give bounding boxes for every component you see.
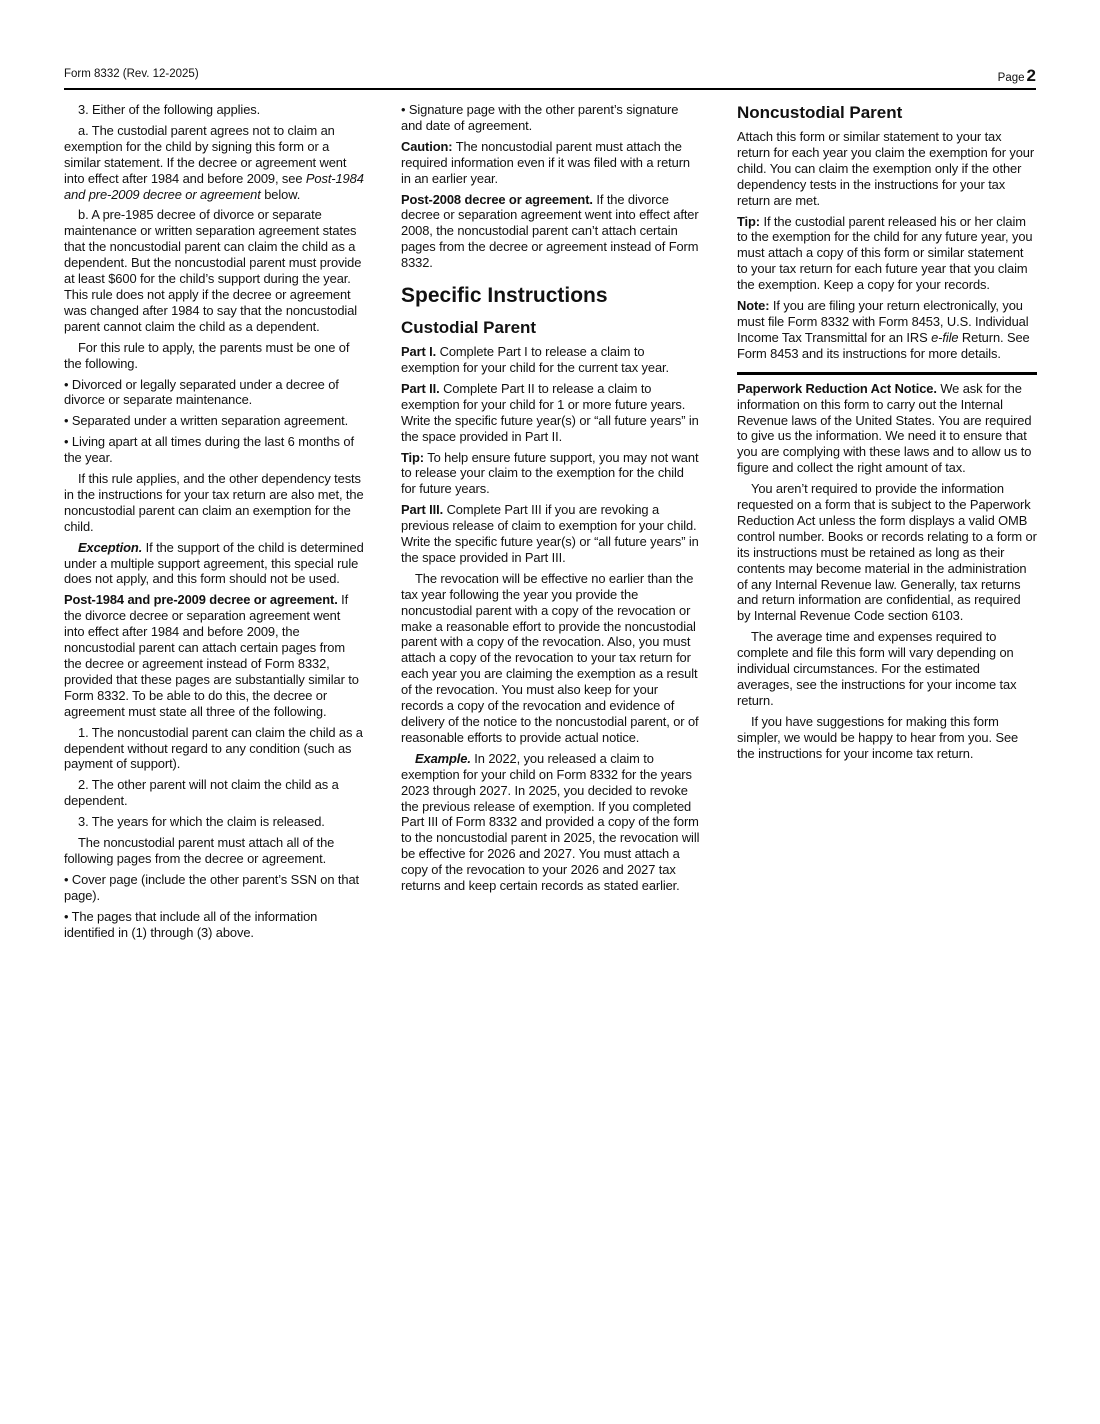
run-in-heading: Example. <box>415 750 471 766</box>
paragraph: Paperwork Reduction Act Notice. We ask for the information on this form to carry out the Internal Revenue laws of the United States. You are required to give us the information. We need it to ensure that you are complying with these laws and to allow us to figure and collect the right amount of tax. <box>737 380 1032 476</box>
run-in-heading: Exception. <box>78 539 143 555</box>
paragraph: Attach this form or similar statement to your tax return for each year you claim the exemption for your child. You can claim the exemption only if the other dependency tests in the instructions for your tax return are met. <box>737 129 1035 208</box>
run-in-heading: Caution: <box>401 138 453 154</box>
bullet-item: • The pages that include all of the information identified in (1) through (3) above. <box>64 908 318 940</box>
subsection-title: Custodial Parent <box>401 318 537 338</box>
column-left <box>64 102 364 946</box>
numbered-item: 3. The years for which the claim is released. <box>78 814 325 830</box>
run-in-heading: Tip: <box>737 213 760 229</box>
numbered-item: 1. The noncustodial parent can claim the child as a dependent without regard to any condition (such as payment of support). <box>64 724 363 772</box>
paragraph: The average time and expenses required to complete and file this form will vary depending on individual circumstances. For the estimated averages, see the instructions for your income tax return. <box>737 629 1017 708</box>
bullet-item: • Separated under a written separation agreement. <box>64 413 349 429</box>
paragraph: Post-2008 decree or agreement. If the divorce decree or separation agreement went into effect after 2008, the noncustodial parent can’t attach certain pages from the decree or agreement instead of Form 8332. <box>401 191 699 271</box>
numbered-item: 2. The other parent will not claim the child as a dependent. <box>64 777 339 809</box>
paragraph: You aren’t required to provide the information requested on a form that is subject to the Paperwork Reduction Act unless the form displays a valid OMB control number. Books or records relating to a form or its instructions must be retained as long as their contents may become material in the administration of any Internal Revenue law. Generally, tax returns and return information are confidential, as required by Internal Revenue Code section 6103. <box>737 481 1037 624</box>
paragraph: 3. Either of the following applies. <box>78 102 261 117</box>
column-right <box>737 102 1037 767</box>
run-in-heading: Note: <box>737 298 770 314</box>
paragraph: Exception. If the support of the child is determined under a multiple support agreement, this special rule does not apply, and this form should not be used. <box>64 539 364 587</box>
run-in-heading: Post-2008 decree or agreement. <box>401 191 593 207</box>
section-title: Specific Instructions <box>401 284 608 308</box>
paragraph: b. A pre-1985 decree of divorce or separate maintenance or written separation agreement states that the noncustodial parent can claim the child as a dependent. But the noncustodial parent must provide at least $600 for the child’s support during the year. This rule does not apply if the decree or agreement was changed after 1984 to say that the noncustodial parent cannot claim the child as a dependent. <box>64 207 362 334</box>
bullet-item: • Signature page with the other parent’s signature and date of agreement. <box>401 102 679 133</box>
paragraph: The revocation will be effective no earlier than the tax year following the year you provide the noncustodial parent with a copy of the revocation or make a reasonable effort to provide the noncustodial parent with a copy of the revocation. Also, you must attach a copy of the revocation to your tax return for each year you are claiming the exemption as a result of the revocation. You must also keep for your records a copy of the revocation and evidence of delivery of the notice to the noncustodial parent, or of reasonable efforts to provide actual notice. <box>401 570 699 745</box>
paragraph: Part III. Complete Part III if you are revoking a previous release of claim to exemption for your child. Write the specific future year(s) or “all future years” in the space provided in Part III. <box>401 502 699 565</box>
form-identifier: Form 8332 (Rev. 12-2025) <box>64 68 199 80</box>
bullet-item: • Cover page (include the other parent’s SSN on that page). <box>64 871 360 903</box>
page-indicator <box>998 66 1036 86</box>
run-in-heading: Post-1984 and pre-2009 decree or agreement. <box>64 592 338 608</box>
page-label: Page <box>997 72 1025 84</box>
bullet-item: • Divorced or legally separated under a decree of divorce or separate maintenance. <box>64 376 339 408</box>
column-middle <box>401 102 701 899</box>
section-divider <box>737 372 1037 375</box>
paragraph: Post-1984 and pre-2009 decree or agreement. If the divorce decree or separation agreement went into effect after 1984 and before 2009, the noncustodial parent can attach certain pages from the decree or agreement instead of Form 8332, provided that these pages are substantially similar to Form 8332. To be able to do this, the decree or agreement must state all three of the following. <box>64 592 359 719</box>
paragraph: Tip: To help ensure future support, you may not want to release your claim to the exemption for the child for future years. <box>401 449 699 497</box>
paragraph: If this rule applies, and the other dependency tests in the instructions for your tax return are also met, the noncustodial parent can claim an exemption for the child. <box>64 471 364 534</box>
page-number: 2 <box>1026 66 1036 85</box>
paragraph: Part II. Complete Part II to release a claim to exemption for your child for 1 or more future years. Write the specific future year(s) or “all future years” in the space provided in Part II. <box>401 380 699 444</box>
paragraph: Part I. Complete Part I to release a claim to exemption for your child for the current tax year. <box>401 344 669 375</box>
paragraph: Tip: If the custodial parent released his or her claim to the exemption for the child for any future year, you must attach a copy of this form or similar statement to your tax return for each future year that you claim the exemption. Keep a copy for your records. <box>737 213 1033 293</box>
subsection-title: Noncustodial Parent <box>737 103 903 122</box>
paragraph: Caution: The noncustodial parent must attach the required information even if it was filed with a return in an earlier year. <box>401 138 690 186</box>
paragraph: a. The custodial parent agrees not to claim an exemption for the child by signing this form or a similar statement. If the decree or agreement went into effect after 1984 and before 2009, see Post-1984 and pre-2009 decree or agreement below. <box>64 122 364 202</box>
bullet-item: • Living apart at all times during the last 6 months of the year. <box>64 434 354 466</box>
page-header <box>64 64 1036 90</box>
run-in-heading: Part III. <box>401 502 444 518</box>
paragraph: Example. In 2022, you released a claim to exemption for your child on Form 8332 for the years 2023 through 2027. In 2025, you decided to revoke the previous release of exemption. If you completed Part III of Form 8332 and provided a copy of the form to the noncustodial parent in 2025, the revocation will be effective for 2026 and 2027. You must attach a copy of the revocation to your 2026 and 2027 tax returns and keep certain records as stated earlier. <box>401 750 700 894</box>
run-in-heading: Paperwork Reduction Act Notice. <box>737 380 937 396</box>
paragraph: For this rule to apply, the parents must be one of the following. <box>64 339 350 371</box>
run-in-heading: Part II. <box>401 380 440 396</box>
paragraph: The noncustodial parent must attach all of the following pages from the decree or agreement. <box>64 835 335 866</box>
run-in-heading: Part I. <box>401 344 437 360</box>
paragraph: Note: If you are filing your return electronically, you must file Form 8332 with Form 8453, U.S. Individual Income Tax Transmittal for an IRS e-file Return. See Form 8453 and its instructions for more details. <box>737 298 1030 361</box>
run-in-heading: Tip: <box>401 449 424 465</box>
paragraph: If you have suggestions for making this form simpler, we would be happy to hear from you. See the instructions for your income tax return. <box>737 713 1019 761</box>
